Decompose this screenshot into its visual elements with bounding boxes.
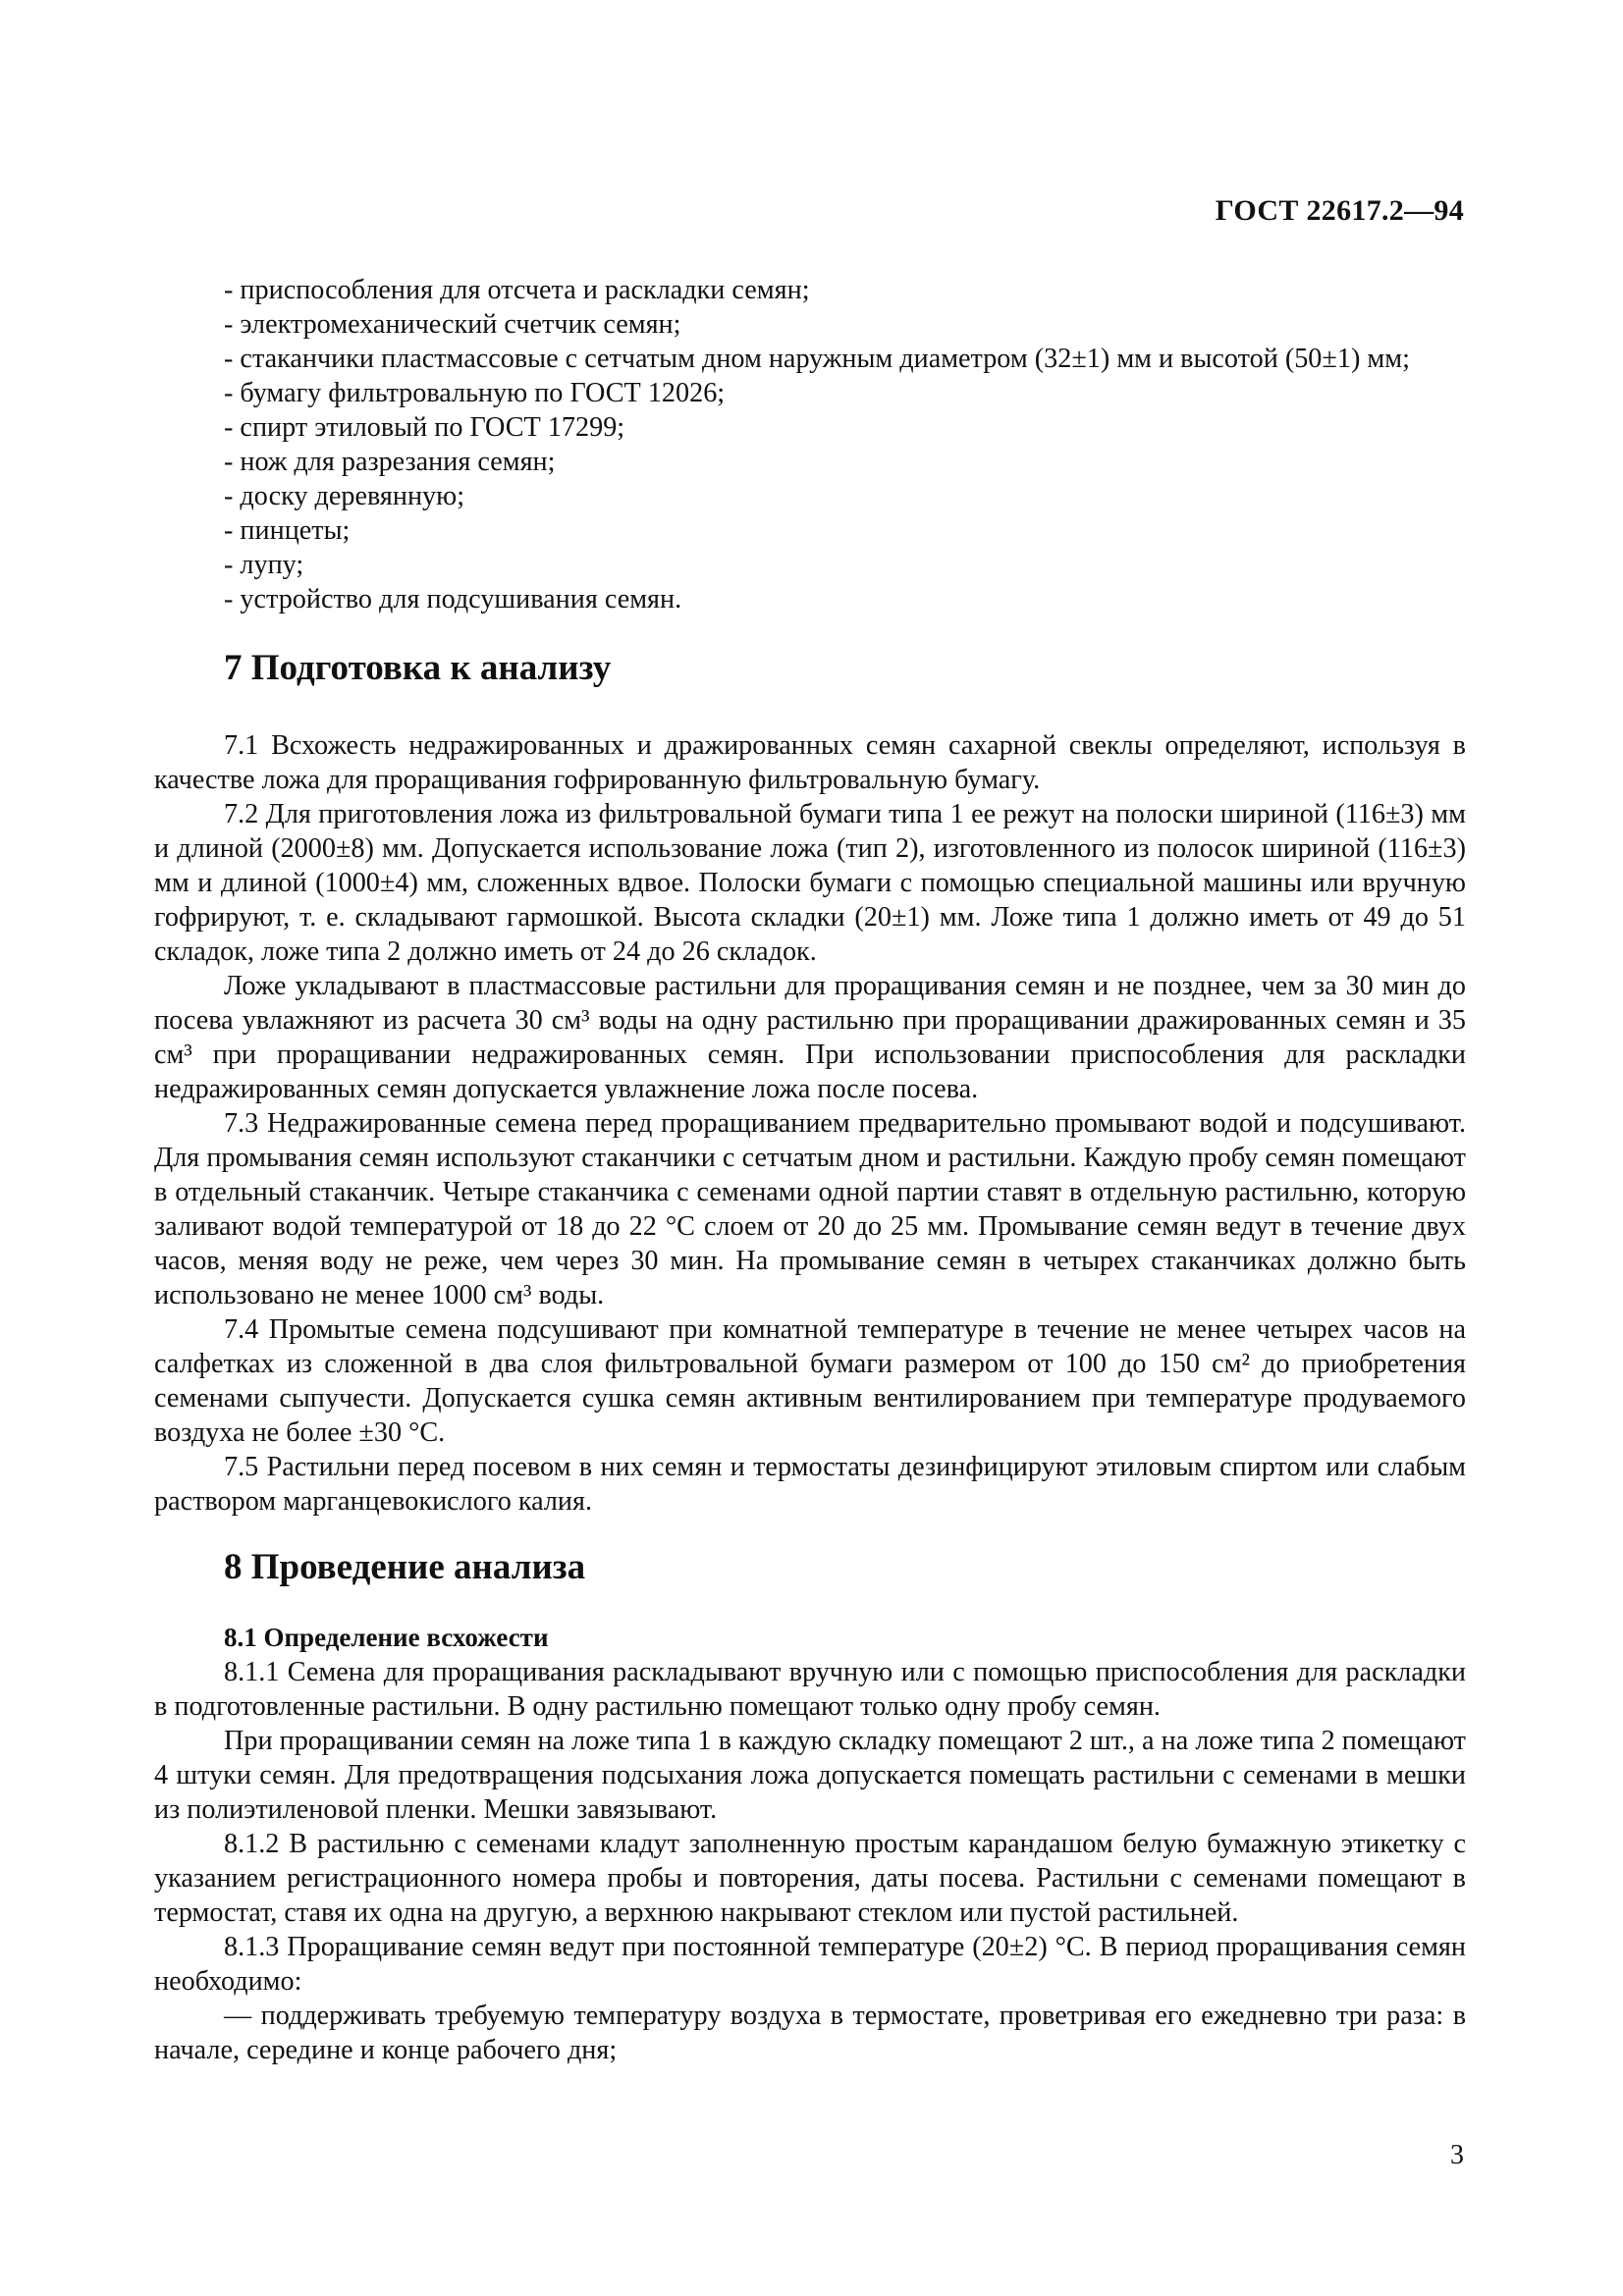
paragraph-7-1: 7.1 Всхожесть недражированных и дражированных семян сахарной свеклы определяют, используя в качестве ложа для проращивания гофрированную фильтровальную бумагу. [154, 730, 1466, 795]
section-8-heading: 8 Проведение анализа [224, 1547, 586, 1587]
paragraph-7-2-bed: Ложе укладывают в пластмассовые растильни для проращивания семян и не позднее, чем за 30 мин до посева увлажняют из расчета 30 см³ воды на одну растильню при проращивании дражированных семян и 35 см³ при проращивании недражированных семян. При использовании приспособления для раскладки недражированных семян допускается увлажнение ложа после посева. [154, 971, 1466, 1104]
section-7-body [154, 728, 1466, 1519]
list-item: - приспособления для отсчета и раскладки семян; [224, 275, 810, 305]
page-number: 3 [1450, 2140, 1464, 2170]
list-item: - бумагу фильтровальную по ГОСТ 12026; [224, 378, 726, 408]
list-item: - электромеханический счетчик семян; [224, 309, 681, 340]
paragraph-8-1-3-item: — поддерживать требуемую температуру воздуха в термостате, проветривая его ежедневно три раза: в начале, середине и конце рабочего дня; [154, 2001, 1466, 2065]
list-item: - пинцеты; [224, 515, 351, 546]
list-item: - нож для разрезания семян; [224, 447, 556, 477]
paragraph-7-2: 7.2 Для приготовления ложа из фильтровальной бумаги типа 1 ее режут на полоски шириной (116±3) мм и длиной (2000±8) мм. Допускается использование ложа (тип 2), изготовленного из полосок шириной (116±3) мм и длиной (1000±4) мм, сложенных вдвое. Полоски бумаги с помощью специальной машины или вручную гофрируют, т. е. складывают гармошкой. Высота складки (20±1) мм. Ложе типа 1 должно иметь от 49 до 51 складок, ложе типа 2 должно иметь от 24 до 26 складок. [154, 799, 1466, 967]
paragraph-8-1-1: 8.1.1 Семена для проращивания раскладывают вручную или с помощью приспособления для раскладки в подготовленные растильни. В одну растильню помещают только одну пробу семян. [154, 1657, 1466, 1722]
list-item: - лупу; [224, 550, 304, 580]
equipment-list [154, 273, 1466, 616]
paragraph-7-4: 7.4 Промытые семена подсушивают при комнатной температуре в течение не менее четырех часов на салфетках из сложенной в два слоя фильтровальной бумаги размером от 100 до 150 см² до приобретения семенами сыпучести. Допускается сушка семян активным вентилированием при температуре продуваемого воздуха не более ±30 °С. [154, 1314, 1466, 1448]
paragraph-8-1-1-bed: При проращивании семян на ложе типа 1 в каждую складку помещают 2 шт., а на ложе типа 2 помещают 4 штуки семян. Для предотвращения подсыхания ложа допускается помещать растильни с семенами в мешки из полиэтиленовой пленки. Мешки завязывают. [154, 1726, 1466, 1825]
paragraph-7-3: 7.3 Недражированные семена перед проращиванием предварительно промывают водой и подсушивают. Для промывания семян используют стаканчики с сетчатым дном и растильни. Каждую пробу семян помещают в отдельный стаканчик. Четыре стаканчика с семенами одной партии ставят в отдельную растильню, которую заливают водой температурой от 18 до 22 °С слоем от 20 до 25 мм. Промывание семян ведут в течение двух часов, меняя воду не реже, чем через 30 мин. На промывание семян в четырех стаканчиках должно быть использовано не менее 1000 см³ воды. [154, 1108, 1466, 1310]
paragraph-8-1-3: 8.1.3 Проращивание семян ведут при постоянной температуре (20±2) °С. В период проращивания семян необходимо: [154, 1932, 1466, 1997]
document-code-header: ГОСТ 22617.2—94 [1215, 194, 1464, 227]
subsection-8-1-heading: 8.1 Определение всхожести [224, 1623, 549, 1652]
paragraph-8-1-2: 8.1.2 В растильню с семенами кладут заполненную простым карандашом белую бумажную этикетку с указанием регистрационного номера пробы и повторения, даты посева. Растильни с семенами помещают в термостат, ставя их одна на другую, а верхнюю накрывают стеклом или пустой растильней. [154, 1829, 1466, 1928]
paragraph-7-5: 7.5 Растильни перед посевом в них семян и термостаты дезинфицируют этиловым спиртом или слабым раствором марганцевокислого калия. [154, 1452, 1466, 1517]
list-item: - стаканчики пластмассовые с сетчатым дном наружным диаметром (32±1) мм и высотой (50±1) мм; [224, 344, 1410, 374]
section-7-heading: 7 Подготовка к анализу [224, 648, 612, 688]
section-8-body [154, 1621, 1466, 2067]
list-item: - устройство для подсушивания семян. [224, 584, 682, 614]
list-item: - доску деревянную; [224, 481, 465, 511]
page-content [154, 273, 1466, 2067]
list-item: - спирт этиловый по ГОСТ 17299; [224, 412, 625, 443]
